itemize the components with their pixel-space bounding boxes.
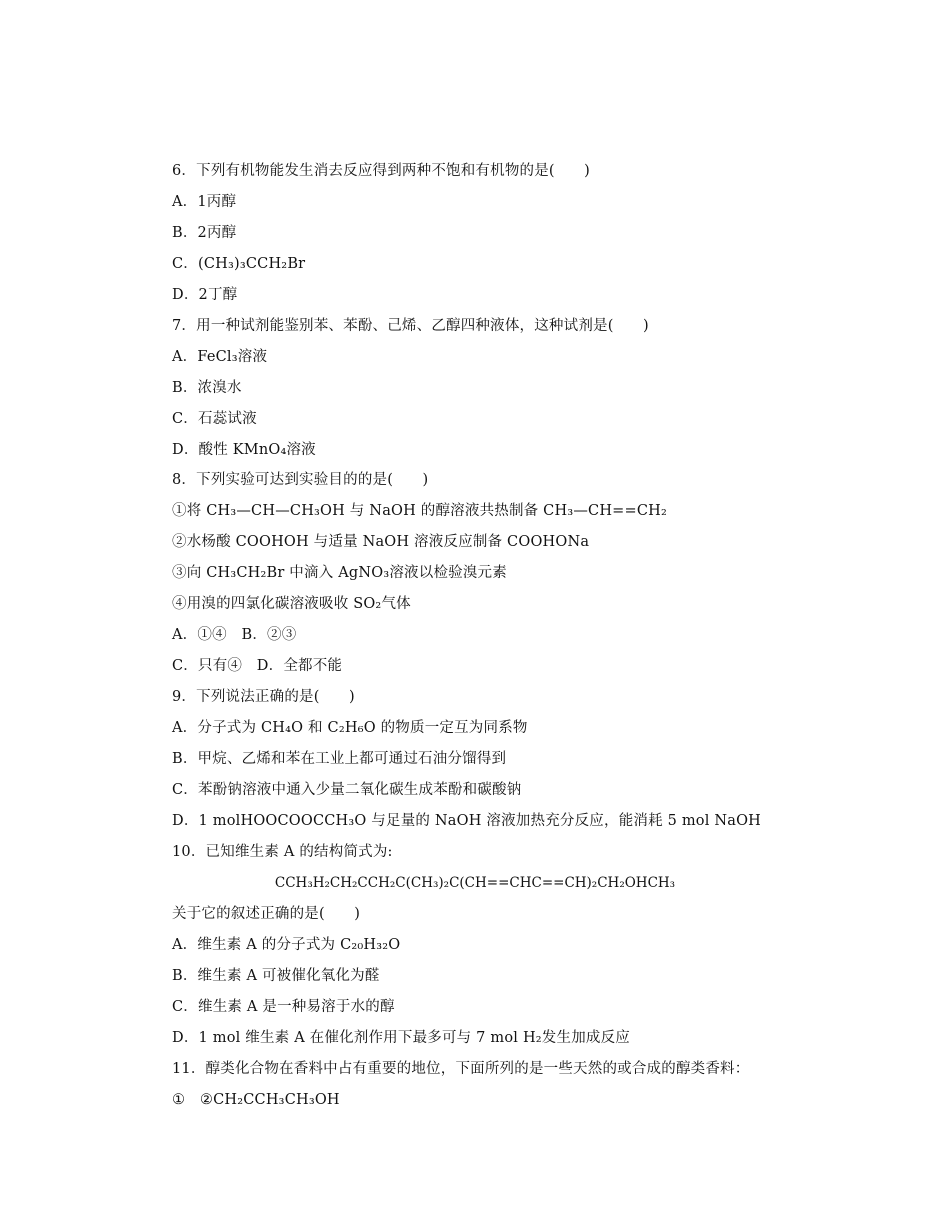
q7-option-d: D．酸性 KMnO₄溶液 (172, 442, 316, 458)
q10-option-d: D．1 mol 维生素 A 在催化剂作用下最多可与 7 mol H₂发生加成反应 (172, 1030, 631, 1046)
q11-items: ① ②CH₂CCH₃CH₃OH (172, 1092, 340, 1108)
question-11-stem: 11．醇类化合物在香料中占有重要的地位，下面所列的是一些天然的或合成的醇类香料： (172, 1061, 750, 1077)
question-7-stem: 7．用一种试剂能鉴别苯、苯酚、己烯、乙醇四种液体，这种试剂是( ) (172, 318, 649, 334)
q6-option-c: C．(CH₃)₃CCH₂Br (172, 256, 306, 272)
vitamin-a-formula: CCH₃H₂CH₂CCH₂C(CH₃)₂C(CH==CHC==CH)₂CH₂OHCH₃ (274, 875, 676, 891)
q10-option-c: C．维生素 A 是一种易溶于水的醇 (172, 999, 395, 1015)
q8-item-1: ①将 CH₃—CH—CH₃OH 与 NaOH 的醇溶液共热制备 CH₃—CH==CH₂ (172, 503, 668, 519)
q8-item-2: ②水杨酸 COOHOH 与适量 NaOH 溶液反应制备 COOHONa (172, 534, 590, 550)
q10-option-b: B．维生素 A 可被催化氧化为醛 (172, 968, 380, 984)
q8-options-cd: C．只有④ D．全都不能 (172, 658, 343, 674)
q7-option-b: B．浓溴水 (172, 380, 242, 396)
q9-option-b: B．甲烷、乙烯和苯在工业上都可通过石油分馏得到 (172, 751, 507, 767)
question-6-stem: 6．下列有机物能发生消去反应得到两种不饱和有机物的是( ) (172, 163, 591, 179)
question-10-prompt: 关于它的叙述正确的是( ) (172, 906, 361, 922)
q8-item-3: ③向 CH₃CH₂Br 中滴入 AgNO₃溶液以检验溴元素 (172, 565, 507, 581)
q8-item-4: ④用溴的四氯化碳溶液吸收 SO₂气体 (172, 596, 411, 612)
q10-option-a: A．维生素 A 的分子式为 C₂₀H₃₂O (172, 937, 401, 953)
q7-option-a: A．FeCl₃溶液 (172, 349, 268, 365)
q6-option-a: A．1丙醇 (172, 194, 237, 210)
q7-option-c: C．石蕊试液 (172, 411, 257, 427)
q8-options-ab: A．①④ B．②③ (172, 627, 297, 643)
q9-option-d: D．1 molHOOCOOCCH₃O 与足量的 NaOH 溶液加热充分反应，能消耗 5 mol NaOH (172, 813, 762, 829)
q9-option-c: C．苯酚钠溶液中通入少量二氧化碳生成苯酚和碳酸钠 (172, 782, 522, 798)
q6-option-b: B．2丙醇 (172, 225, 237, 241)
q9-option-a: A．分子式为 CH₄O 和 C₂H₆O 的物质一定互为同系物 (172, 720, 528, 736)
q6-option-d: D．2丁醇 (172, 287, 238, 303)
question-8-stem: 8．下列实验可达到实验目的的是( ) (172, 472, 429, 488)
question-9-stem: 9．下列说法正确的是( ) (172, 689, 355, 705)
question-10-stem: 10．已知维生素 A 的结构简式为: (172, 844, 393, 860)
